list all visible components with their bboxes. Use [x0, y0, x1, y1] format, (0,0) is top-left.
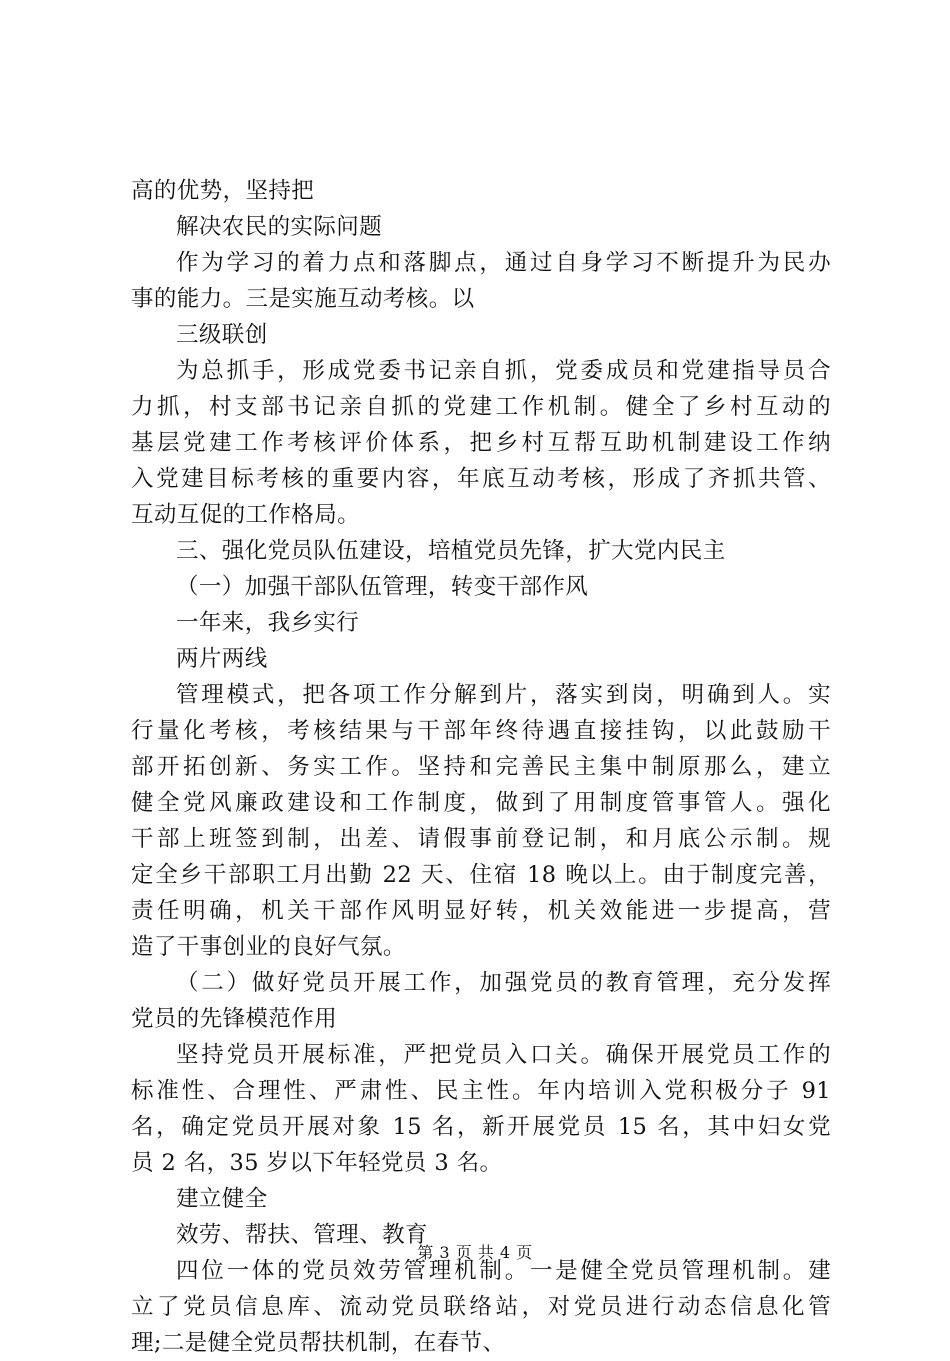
text-line: （二）做好党员开展工作，加强党员的教育管理，充分发挥 [176, 970, 831, 996]
text-line: 三、强化党员队伍建设，培植党员先锋，扩大党内民主 [176, 538, 726, 564]
text-line: 两片两线 [176, 646, 268, 672]
text-line: 造了干事创业的良好气氛。 [131, 934, 406, 960]
text-line: 四位一体的党员效劳管理机制。一是健全党员管理机制。建 [176, 1258, 831, 1284]
text-line: 解决农民的实际问题 [176, 214, 383, 240]
text-line: 坚持党员开展标准，严把党员入口关。确保开展党员工作的 [176, 1042, 831, 1068]
text-line: 建立健全 [176, 1186, 268, 1212]
text-line: 部开拓创新、务实工作。坚持和完善民主集中制原那么，建立 [131, 754, 831, 780]
text-line: 干部上班签到制，出差、请假事前登记制，和月底公示制。规 [131, 826, 831, 852]
text-line: 效劳、帮扶、管理、教育 [176, 1222, 428, 1248]
body-text [131, 173, 831, 1361]
text-line: 立了党员信息库、流动党员联络站，对党员进行动态信息化管 [131, 1294, 831, 1320]
text-line: 力抓，村支部书记亲自抓的党建工作机制。健全了乡村互动的 [131, 394, 831, 420]
text-line: 互动互促的工作格局。 [131, 502, 361, 528]
text-line: 为总抓手，形成党委书记亲自抓，党委成员和党建指导员合 [176, 358, 831, 384]
text-line: 党员的先锋模范作用 [131, 1006, 338, 1032]
text-line: 事的能力。三是实施互动考核。以 [131, 286, 475, 312]
text-line: 入党建目标考核的重要内容，年底互动考核，形成了齐抓共管、 [131, 466, 831, 492]
text-line: 一年来，我乡实行 [176, 610, 360, 636]
text-line: 理;二是健全党员帮扶机制，在春节、 [131, 1330, 506, 1356]
text-line: 定全乡干部职工月出勤 22 天、住宿 18 晚以上。由于制度完善， [131, 862, 831, 888]
text-line: 行量化考核，考核结果与干部年终待遇直接挂钩，以此鼓励干 [131, 718, 831, 744]
text-line: 作为学习的着力点和落脚点，通过自身学习不断提升为民办 [176, 250, 831, 276]
text-line: 名，确定党员开展对象 15 名，新开展党员 15 名，其中妇女党 [131, 1114, 831, 1140]
text-line: 管理模式，把各项工作分解到片，落实到岗，明确到人。实 [176, 682, 831, 708]
text-line: 三级联创 [176, 322, 268, 348]
text-line: 员 2 名，35 岁以下年轻党员 3 名。 [131, 1150, 503, 1176]
text-line: 责任明确，机关干部作风明显好转，机关效能进一步提高，营 [131, 898, 831, 924]
text-line: 高的优势，坚持把 [131, 178, 315, 204]
text-line: （一）加强干部队伍管理，转变干部作风 [176, 574, 589, 600]
page-footer: 第 3 页 共 4 页 [417, 1243, 533, 1262]
text-line: 基层党建工作考核评价体系，把乡村互帮互助机制建设工作纳 [131, 430, 831, 456]
text-line: 标准性、合理性、严肃性、民主性。年内培训入党积极分子 91 [131, 1078, 831, 1104]
text-line: 健全党风廉政建设和工作制度，做到了用制度管事管人。强化 [131, 790, 831, 816]
